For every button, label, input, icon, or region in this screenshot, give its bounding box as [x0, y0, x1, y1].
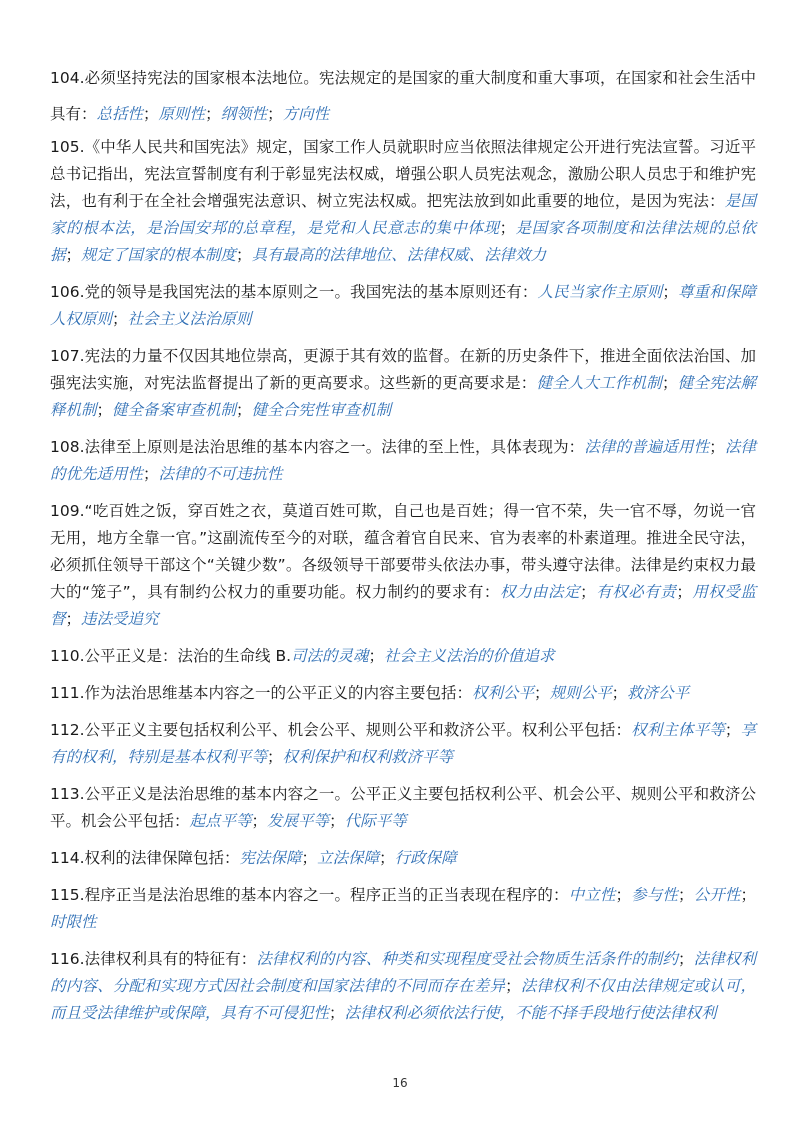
answer-text: 规则公平: [549, 684, 612, 702]
item-number: 104.: [50, 69, 85, 87]
answer-text: 权利公平: [472, 684, 535, 702]
qa-item: [50, 882, 756, 936]
answer-text: 权利保护和权利救济平等: [282, 748, 454, 766]
item-number: 115.: [50, 886, 85, 904]
question-text: 公平正义是法治思维的基本内容之一。公平正义主要包括权利公平、机会公平、规则公平和救济公平。机会公平包括：: [50, 785, 756, 830]
question-text: ；: [368, 647, 385, 665]
answer-text: 宪法保障: [239, 849, 302, 867]
question-text: “吃百姓之饭，穿百姓之衣，莫道百姓可欺，自己也是百姓；得一官不荣，失一官不辱，勿说一官无用，地方全靠一官。”这副流传至今的对联，蕴含着官自民来、官为表率的朴素道理。推进全民守法，必须抓住领导干部这个“关键少数”。各级领导干部要带头依法办事，带头遵守法律。法律是约束权力最大的“笼子”，具有制约公权力的重要功能。权力制约的要求有：: [50, 502, 756, 601]
answer-text: 具有最高的法律地位、法律权威、法律效力: [251, 246, 547, 264]
item-number: 109.: [50, 502, 85, 520]
question-text: 程序正当是法治思维的基本内容之一。程序正当的正当表现在程序的：: [84, 886, 569, 904]
question-text: ；: [499, 219, 516, 237]
question-text: ；: [236, 246, 252, 264]
answer-text: 权力由法定: [499, 583, 581, 601]
answer-text: 社会主义法治原则: [127, 310, 252, 328]
answer-text: 是国家的根本法，是治国安邦的总章程，是党和人民意志的集中体现: [50, 192, 756, 237]
answer-text: 健全人大工作机制: [536, 374, 662, 392]
qa-item: [50, 498, 756, 633]
answer-text: 立法保障: [317, 849, 380, 867]
item-number: 111.: [50, 684, 85, 702]
answer-text: 是国家各项制度和法律法规的总依据: [50, 219, 756, 264]
question-text: ；: [143, 465, 159, 483]
question-text: ；: [301, 849, 318, 867]
question-text: ；: [615, 886, 632, 904]
question-text: ；: [677, 950, 694, 968]
qa-item: [50, 643, 756, 670]
question-text: ；: [143, 105, 159, 123]
answer-text: 违法受追究: [81, 610, 159, 628]
qa-item: [50, 134, 756, 269]
question-text: ；: [329, 812, 345, 830]
qa-list: [50, 60, 756, 1037]
answer-text: 规定了国家的根本制度: [81, 246, 237, 264]
question-text: 《中华人民共和国宪法》规定，国家工作人员就职时应当依照法律规定公开进行宪法宣誓。习近平总书记指出，宪法宣誓制度有利于彰显宪法权威，增强公职人员宪法观念，激励公职人员忠于和维护宪法，也有利于在全社会增强宪法意识、树立宪法权威。把宪法放到如此重要的地位，是因为宪法：: [50, 138, 756, 210]
answer-text: 纲领性: [220, 105, 268, 123]
answer-text: 健全备案审查机制: [112, 401, 237, 419]
question-text: 公平正义是：法治的生命线 B.: [84, 647, 292, 665]
answer-text: 社会主义法治的价值追求: [384, 647, 555, 665]
question-text: ；: [662, 283, 678, 301]
question-text: 必须坚持宪法的国家根本法地位。宪法规定的是国家的重大制度和重大事项，在国家和社会生活中具有：: [50, 69, 756, 123]
question-text: ；: [267, 105, 283, 123]
answer-text: 法律权利的内容、种类和实现程度受社会物质生活条件的制约: [256, 950, 678, 968]
item-number: 107.: [50, 347, 85, 365]
answer-text: 尊重和保障人权原则: [50, 283, 756, 328]
answer-text: 代际平等: [344, 812, 407, 830]
question-text: ；: [251, 812, 268, 830]
answer-text: 发展平等: [267, 812, 330, 830]
question-text: ；: [379, 849, 395, 867]
answer-text: 法律的普遍适用性: [584, 438, 710, 456]
qa-item: [50, 781, 756, 835]
answer-text: 人民当家作主原则: [537, 283, 663, 301]
answer-text: 中立性: [568, 886, 616, 904]
qa-item: [50, 680, 756, 707]
item-number: 105.: [50, 138, 85, 156]
question-text: ；: [677, 886, 694, 904]
answer-text: 参与性: [631, 886, 678, 904]
question-text: 法律权利具有的特征有：: [84, 950, 257, 968]
question-text: ；: [96, 401, 113, 419]
question-text: ；: [65, 610, 82, 628]
item-number: 114.: [50, 849, 85, 867]
question-text: ；: [534, 684, 550, 702]
question-text: ；: [236, 401, 252, 419]
question-text: 权利的法律保障包括：: [84, 849, 240, 867]
question-text: ；: [267, 748, 283, 766]
page-number: 16: [392, 1076, 408, 1090]
question-text: ；: [505, 977, 521, 995]
answer-text: 权利主体平等: [631, 721, 725, 739]
answer-text: 总括性: [96, 105, 144, 123]
answer-text: 法律权利的内容、分配和实现方式因社会制度和国家法律的不同而存在差异: [50, 950, 756, 995]
answer-text: 救济公平: [627, 684, 690, 702]
question-text: 党的领导是我国宪法的基本原则之一。我国宪法的基本原则还有：: [84, 283, 538, 301]
qa-item: [50, 845, 756, 872]
answer-text: 用权受监督: [50, 583, 756, 628]
question-text: ；: [676, 583, 692, 601]
answer-text: 起点平等: [189, 812, 252, 830]
item-number: 110.: [50, 647, 85, 665]
answer-text: 司法的灵魂: [291, 647, 369, 665]
question-text: ；: [709, 438, 725, 456]
qa-item: [50, 946, 756, 1027]
question-text: ；: [112, 310, 128, 328]
qa-item: [50, 343, 756, 424]
qa-item: [50, 434, 756, 488]
answer-text: 方向性: [282, 105, 330, 123]
item-number: 108.: [50, 438, 85, 456]
question-text: ；: [580, 583, 596, 601]
question-text: ；: [662, 374, 678, 392]
answer-text: 健全合宪性审查机制: [251, 401, 392, 419]
answer-text: 法律权利不仅由法律规定或认可，而且受法律维护或保障，具有不可侵犯性: [50, 977, 756, 1022]
question-text: ；: [724, 721, 741, 739]
answer-text: 公开性: [693, 886, 741, 904]
question-text: ；: [740, 886, 756, 904]
answer-text: 法律的优先适用性: [50, 438, 756, 483]
item-number: 116.: [50, 950, 85, 968]
qa-item: [50, 60, 756, 132]
question-text: ；: [65, 246, 82, 264]
question-text: 宪法的力量不仅因其地位崇高，更源于其有效的监督。在新的历史条件下，推进全面依法治国、加强宪法实施，对宪法监督提出了新的更高要求。这些新的更高要求是：: [50, 347, 756, 392]
answer-text: 原则性: [158, 105, 206, 123]
answer-text: 健全宪法解释机制: [50, 374, 756, 419]
answer-text: 时限性: [50, 913, 97, 931]
question-text: ；: [611, 684, 628, 702]
item-number: 112.: [50, 721, 85, 739]
question-text: ；: [329, 1004, 345, 1022]
answer-text: 有权必有责: [595, 583, 677, 601]
answer-text: 法律权利必须依法行使，不能不择手段地行使法律权利: [344, 1004, 717, 1022]
answer-text: 行政保障: [394, 849, 457, 867]
answer-text: 享有的权利，特别是基本权利平等: [50, 721, 756, 766]
qa-item: [50, 717, 756, 771]
question-text: ；: [205, 105, 221, 123]
question-text: 公平正义主要包括权利公平、机会公平、规则公平和救济公平。权利公平包括：: [84, 721, 632, 739]
answer-text: 法律的不可违抗性: [158, 465, 283, 483]
question-text: 作为法治思维基本内容之一的公平正义的内容主要包括：: [84, 684, 473, 702]
question-text: 法律至上原则是法治思维的基本内容之一。法律的至上性，具体表现为：: [84, 438, 585, 456]
qa-item: [50, 279, 756, 333]
item-number: 106.: [50, 283, 85, 301]
item-number: 113.: [50, 785, 85, 803]
